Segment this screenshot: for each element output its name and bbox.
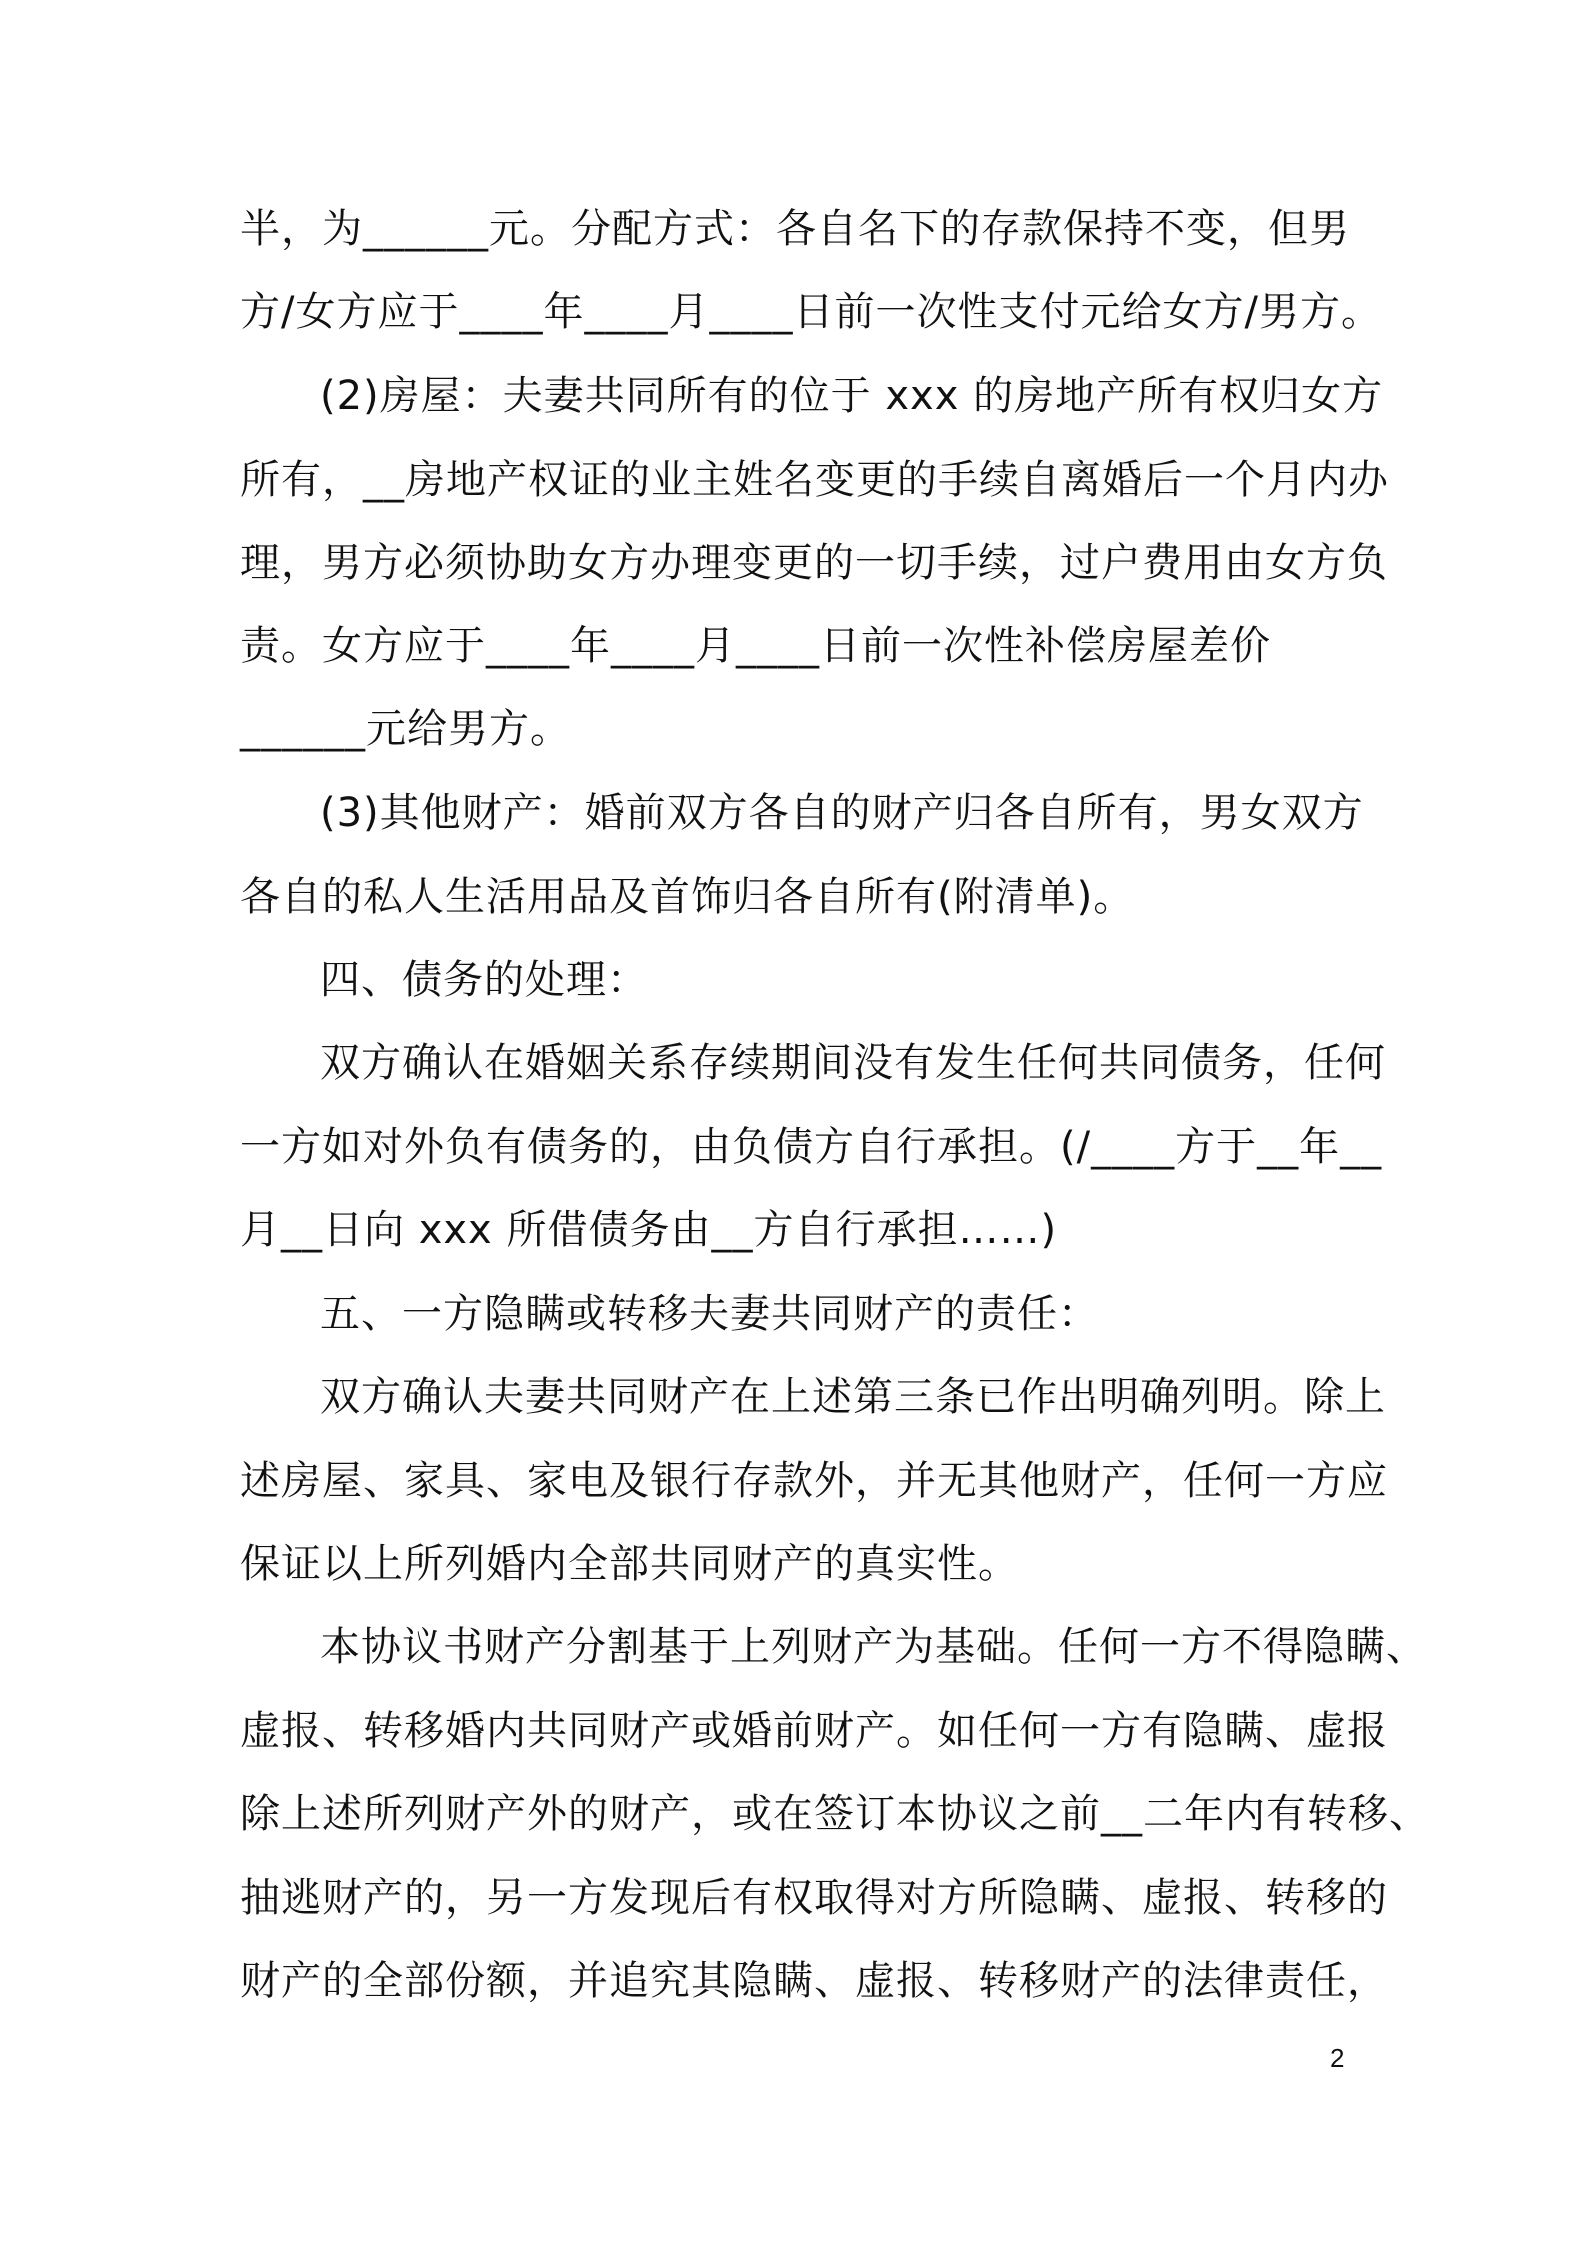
text-line: 一方如对外负有债务的，由负债方自行承担。(/____方于__年__: [240, 1124, 1383, 1170]
section-heading: 四、债务的处理：: [320, 957, 648, 1003]
text-line: (2)房屋：夫妻共同所有的位于 xxx 的房地产所有权归女方: [320, 373, 1384, 419]
text-line: 述房屋、家具、家电及银行存款外，并无其他财产，任何一方应: [240, 1458, 1388, 1504]
text-line: 虚报、转移婚内共同财产或婚前财产。如任何一方有隐瞒、虚报: [240, 1708, 1388, 1754]
text-line: 双方确认夫妻共同财产在上述第三条已作出明确列明。除上: [320, 1374, 1386, 1420]
text-line: 本协议书财产分割基于上列财产为基础。任何一方不得隐瞒、: [320, 1624, 1427, 1670]
text-line: 抽逃财产的，另一方发现后有权取得对方所隐瞒、虚报、转移的: [240, 1875, 1388, 1921]
text-line: 保证以上所列婚内全部共同财产的真实性。: [240, 1541, 1019, 1587]
text-line: 所有，__房地产权证的业主姓名变更的手续自离婚后一个月内办: [240, 457, 1389, 503]
text-line: 除上述所列财产外的财产，或在签订本协议之前__二年内有转移、: [240, 1791, 1430, 1837]
text-line: 月__日向 xxx 所借债务由__方自行承担……): [240, 1207, 1058, 1253]
page-number: 2: [1330, 2043, 1345, 2073]
text-line: 财产的全部份额，并追究其隐瞒、虚报、转移财产的法律责任，: [240, 1958, 1388, 2004]
text-line: ______元给男方。: [240, 706, 571, 752]
text-line: 责。女方应于____年____月____日前一次性补偿房屋差价: [240, 623, 1271, 669]
text-line: 理，男方必须协助女方办理变更的一切手续，过户费用由女方负: [240, 540, 1388, 586]
section-heading: 五、一方隐瞒或转移夫妻共同财产的责任：: [320, 1291, 1099, 1337]
text-line: 半，为______元。分配方式：各自名下的存款保持不变，但男: [240, 206, 1350, 252]
text-line: 方/女方应于____年____月____日前一次性支付元给女方/男方。: [240, 289, 1382, 335]
text-line: 双方确认在婚姻关系存续期间没有发生任何共同债务，任何: [320, 1040, 1386, 1086]
text-line: (3)其他财产：婚前双方各自的财产归各自所有，男女双方: [320, 790, 1364, 836]
text-line: 各自的私人生活用品及首饰归各自所有(附清单)。: [240, 874, 1135, 920]
